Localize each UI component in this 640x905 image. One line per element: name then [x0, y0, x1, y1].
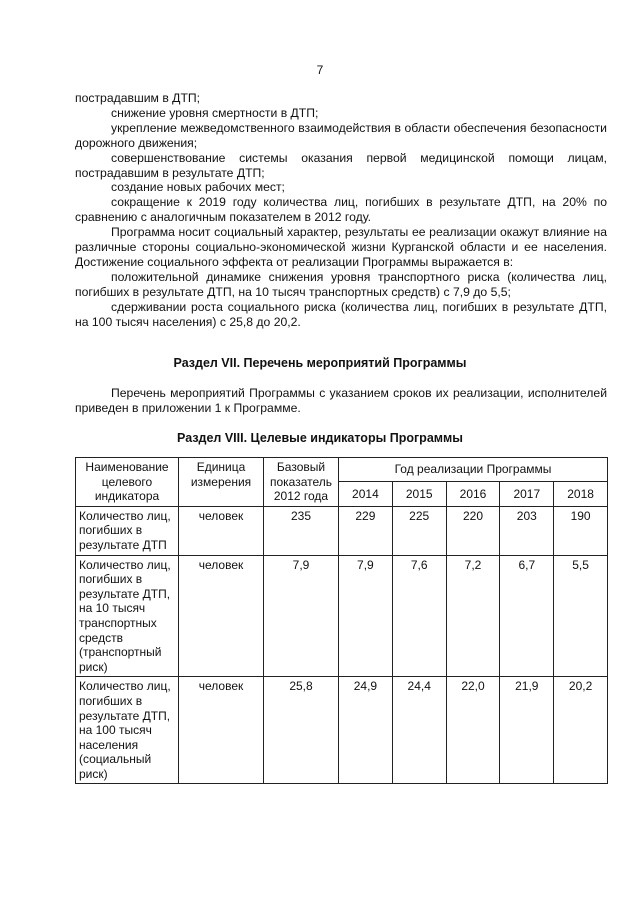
page-number: 7 — [316, 63, 324, 77]
cell-name: Количество лиц, погибших в результате ДТП, на 10 тысяч транспортных средств (транспортный риск) — [76, 555, 179, 677]
table-row — [76, 677, 608, 784]
cell-value: 24,9 — [339, 677, 393, 784]
header-year: 2016 — [446, 482, 500, 506]
cell-value: 225 — [392, 506, 446, 555]
paragraph: сдерживании роста социального риска (количества лиц, погибших в результате ДТП, на 100 тысяч населения) с 25,8 до 20,2. — [75, 299, 607, 329]
table-row — [76, 555, 608, 677]
header-years-group: Год реализации Программы — [339, 458, 608, 482]
paragraph: пострадавшим в ДТП; — [75, 91, 201, 105]
table-header-row — [76, 458, 608, 482]
header-unit: Единица измерения — [179, 458, 264, 507]
cell-value: 20,2 — [554, 677, 608, 784]
paragraph: укрепление межведомственного взаимодействия в области обеспечения безопасности дорожного движения; — [75, 120, 607, 150]
paragraph: положительной динамике снижения уровня транспортного риска (количества лиц, погибших в результате ДТП, на 10 тысяч транспортных средств) с 7,9 до 5,5; — [75, 269, 607, 299]
header-base: Базовый показатель 2012 года — [264, 458, 339, 507]
cell-value: 220 — [446, 506, 500, 555]
header-year: 2018 — [554, 482, 608, 506]
header-year: 2015 — [392, 482, 446, 506]
cell-value: 5,5 — [554, 555, 608, 677]
cell-value: 6,7 — [500, 555, 554, 677]
paragraph: Программа носит социальный характер, результаты ее реализации окажут влияние на различные стороны социально-экономической жизни Курганской области и ее населения. Достижение социального эффекта от реализации Программы выражается в: — [75, 225, 607, 269]
header-year: 2014 — [339, 482, 393, 506]
cell-value: 21,9 — [500, 677, 554, 784]
paragraph: сокращение к 2019 году количества лиц, погибших в результате ДТП, на 20% по сравнению с аналогичным показателем в 2012 году. — [75, 195, 607, 225]
cell-base: 25,8 — [264, 677, 339, 784]
paragraph: снижение уровня смертности в ДТП; — [111, 105, 319, 120]
section-7-body — [75, 386, 607, 416]
section-8-title: Раздел VIII. Целевые индикаторы Программы — [177, 431, 463, 445]
table-row — [76, 506, 608, 555]
indicators-table — [75, 457, 608, 784]
cell-value: 22,0 — [446, 677, 500, 784]
cell-value: 24,4 — [392, 677, 446, 784]
cell-base: 235 — [264, 506, 339, 555]
cell-unit: человек — [179, 506, 264, 555]
cell-value: 7,6 — [392, 555, 446, 677]
cell-name: Количество лиц, погибших в результате ДТП, на 100 тысяч населения (социальный риск) — [76, 677, 179, 784]
section-7-title: Раздел VII. Перечень мероприятий Программы — [173, 356, 467, 370]
body-text-top — [75, 91, 607, 330]
cell-name: Количество лиц, погибших в результате ДТП — [76, 506, 179, 555]
paragraph: совершенствование системы оказания первой медицинской помощи лицам, пострадавшим в результате ДТП; — [75, 150, 607, 180]
cell-value: 203 — [500, 506, 554, 555]
cell-base: 7,9 — [264, 555, 339, 677]
cell-unit: человек — [179, 555, 264, 677]
header-year: 2017 — [500, 482, 554, 506]
cell-value: 7,2 — [446, 555, 500, 677]
cell-value: 190 — [554, 506, 608, 555]
cell-value: 7,9 — [339, 555, 393, 677]
paragraph: Перечень мероприятий Программы с указанием сроков их реализации, исполнителей приведен в приложении 1 к Программе. — [75, 386, 607, 415]
paragraph: создание новых рабочих мест; — [111, 180, 285, 195]
header-name: Наименование целевого индикатора — [76, 458, 179, 507]
cell-value: 229 — [339, 506, 393, 555]
cell-unit: человек — [179, 677, 264, 784]
